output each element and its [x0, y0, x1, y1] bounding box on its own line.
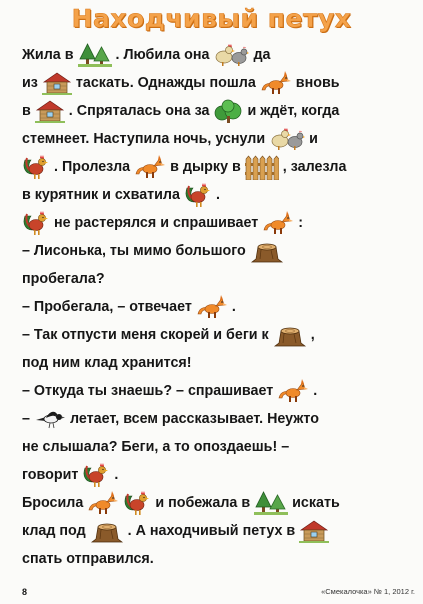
story-text-fragment: .: [114, 467, 119, 483]
fox-icon: [196, 294, 228, 320]
house-icon: [35, 99, 65, 123]
stump-icon: [273, 323, 307, 347]
story-text-fragment: – Откуда ты знаешь? – спрашивает: [22, 383, 274, 399]
stump-icon: [90, 519, 124, 543]
rooster-icon: [184, 182, 212, 208]
story-line: [22, 42, 411, 68]
story-text-fragment: не растерялся и спрашивает: [54, 215, 259, 231]
story-line: [22, 238, 411, 264]
story-text-fragment: и побежала в: [155, 495, 251, 511]
story-text-fragment: – Так отпусти меня скорей и беги к: [22, 327, 269, 343]
story-text-fragment: в: [22, 103, 31, 119]
house-icon: [299, 519, 329, 543]
story-text-fragment: пробегала?: [22, 271, 105, 287]
story-text-fragment: – Пробегала, – отвечает: [22, 299, 192, 315]
story-text-fragment: под ним клад хранится!: [22, 355, 192, 371]
story-text-fragment: вновь: [295, 75, 340, 91]
story-text-fragment: клад под: [22, 523, 86, 539]
rooster-icon: [123, 490, 151, 516]
story-text-fragment: не слышала? Беги, а то опоздаешь! –: [22, 439, 290, 455]
fox-icon: [277, 378, 309, 404]
hens-icon: [269, 127, 305, 151]
story-text-fragment: да: [253, 47, 271, 63]
story-text-fragment: – Лисонька, ты мимо большого: [22, 243, 246, 259]
fox-icon: [134, 154, 166, 180]
story-line: [22, 462, 411, 488]
rooster-icon: [22, 154, 50, 180]
hens-icon: [213, 43, 249, 67]
story-line: [22, 70, 411, 96]
story-line: [22, 518, 411, 544]
rooster-icon: [82, 462, 110, 488]
magpie-icon: [34, 408, 66, 430]
story-line: [22, 546, 411, 572]
stump-icon: [250, 239, 284, 263]
fox-icon: [87, 490, 119, 516]
story-text-fragment: искать: [292, 495, 340, 511]
story-text-fragment: в дырку в: [170, 159, 241, 175]
story-line: [22, 350, 411, 376]
rooster-icon: [22, 210, 50, 236]
story-line: [22, 154, 411, 180]
story-text-fragment: Жила в: [22, 47, 74, 63]
story-line: [22, 294, 411, 320]
story-line: [22, 406, 411, 432]
story-text-fragment: Бросила: [22, 495, 84, 511]
story-text-fragment: и: [309, 131, 318, 147]
story-text-fragment: летает, всем рассказывает. Неужто: [69, 411, 319, 427]
story-text-fragment: .: [313, 383, 318, 399]
fox-icon: [262, 210, 294, 236]
story-line: [22, 98, 411, 124]
story-text-fragment: .: [231, 299, 236, 315]
story-line: [22, 210, 411, 236]
story-text-fragment: :: [298, 215, 304, 231]
story-text-fragment: стемнеет. Наступила ночь, уснули: [22, 131, 266, 147]
story-text-fragment: .: [215, 187, 220, 203]
story-text-fragment: и ждёт, когда: [247, 103, 340, 119]
story-text-fragment: из: [22, 75, 38, 91]
story-line: [22, 434, 411, 460]
story-text-fragment: в курятник и схватила: [22, 187, 180, 203]
source-credit: «Смекалочка» № 1, 2012 г.: [321, 587, 415, 596]
story-text-fragment: спать отправился.: [22, 551, 154, 567]
page-title: Находчивый петух: [71, 4, 352, 33]
story-line: [22, 266, 411, 292]
forest-icon: [254, 491, 288, 515]
story-text-fragment: , залезла: [282, 159, 347, 175]
story-text-fragment: . Пролезла: [54, 159, 131, 175]
story-line: [22, 378, 411, 404]
story-text-fragment: –: [22, 411, 30, 427]
house-icon: [42, 71, 72, 95]
story-line: [22, 322, 411, 348]
story-line: [22, 490, 411, 516]
story-text-fragment: таскать. Однажды пошла: [75, 75, 256, 91]
story-line: [22, 126, 411, 152]
story-text-fragment: . А находчивый петух в: [127, 523, 296, 539]
forest-icon: [78, 43, 112, 67]
story-text-fragment: ,: [310, 327, 315, 343]
story-text-fragment: . Спряталась она за: [68, 103, 210, 119]
story-line: [22, 182, 411, 208]
fence-icon: [245, 154, 279, 180]
story-text-fragment: говорит: [22, 467, 79, 483]
fox-icon: [260, 70, 292, 96]
page-number: 8: [22, 587, 28, 597]
bush-icon: [213, 98, 243, 124]
story-text-fragment: . Любила она: [115, 47, 210, 63]
